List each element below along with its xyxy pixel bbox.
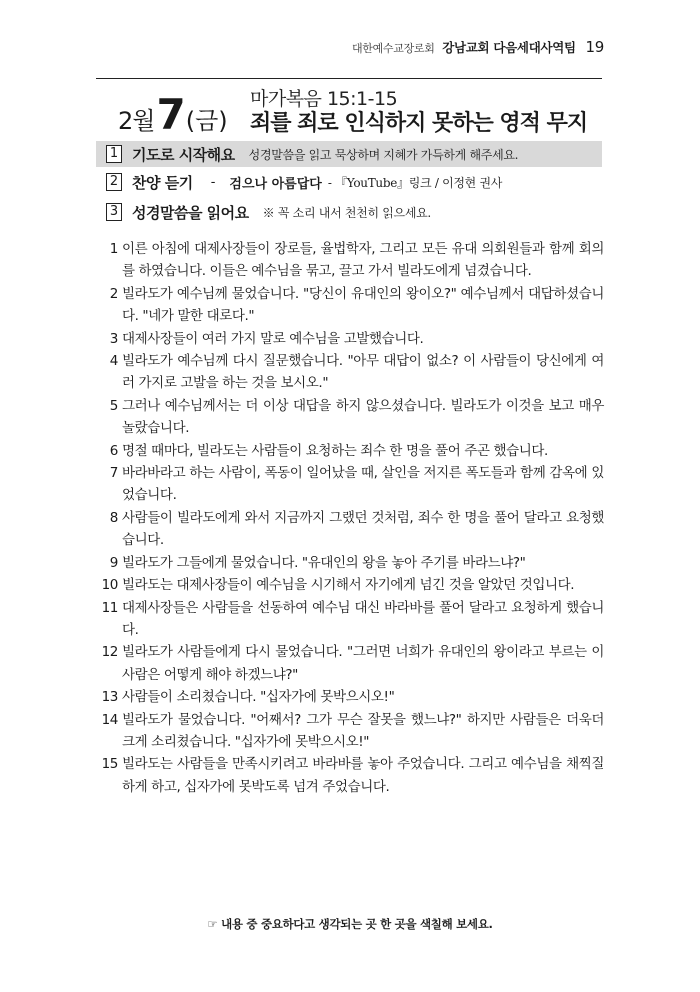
- verse: [96, 507, 604, 552]
- verse-text: 빌라도가 예수님께 물었습니다. "당신이 유대인의 왕이오?" 예수님께서 대답하셨습니다. "네가 말한 대로다.": [122, 285, 604, 325]
- verse-number: 3: [109, 330, 118, 347]
- church-team-name: 강남교회 다음세대사역팀: [442, 40, 576, 55]
- verse: [96, 440, 604, 462]
- verse: [96, 709, 604, 754]
- verse: [96, 597, 604, 642]
- step-dash: -: [210, 174, 216, 190]
- verse-text: 명절 때마다, 빌라도는 사람들이 요청하는 죄수 한 명을 풀어 주곤 했습니다.: [122, 442, 548, 459]
- step-label: 성경말씀을 읽어요: [132, 203, 249, 222]
- verse: [96, 753, 604, 798]
- verse: [96, 238, 604, 283]
- verse-number: 15: [101, 756, 118, 773]
- date-day: 7: [156, 90, 184, 139]
- header-divider: [96, 78, 602, 79]
- verse-text: 빌라도가 그들에게 물었습니다. "유대인의 왕을 놓아 주기를 바라느냐?": [122, 554, 526, 571]
- verse-text: 그러나 예수님께서는 더 이상 대답을 하지 않으셨습니다. 빌라도가 이것을 보고 매우 놀랐습니다.: [122, 397, 604, 437]
- page-header: [352, 38, 604, 56]
- verse-text: 사람들이 소리쳤습니다. "십자가에 못박으시오!": [122, 689, 395, 706]
- verse: [96, 462, 604, 507]
- step-description: ※ 꼭 소리 내서 천천히 읽으세요.: [262, 205, 431, 220]
- verse-number: 7: [109, 465, 118, 482]
- verse-text: 바라바라고 하는 사람이, 폭동이 일어났을 때, 살인을 저지른 폭도들과 함께 감옥에 있었습니다.: [122, 465, 604, 504]
- verse-text: 빌라도는 대제사장들이 예수님을 시기해서 자기에게 넘긴 것을 알았던 것입니다.: [122, 577, 575, 594]
- verse-text: 빌라도가 예수님께 다시 질문했습니다. "아무 대답이 없소? 이 사람들이 당신에게 여러 가지로 고발을 하는 것을 보시오.": [122, 353, 604, 392]
- step-description: 성경말씀을 읽고 묵상하며 지혜가 가득하게 해주세요.: [248, 147, 519, 162]
- verse-text: 이른 아침에 대제사장들이 장로들, 율법학자, 그리고 모든 유대 의회원들과 함께 회의를 하였습니다. 이들은 예수님을 묶고, 끌고 가서 빌라도에게 넘겼습니다.: [122, 241, 604, 280]
- step-number: 1: [106, 145, 122, 163]
- verse-number: 2: [109, 285, 118, 302]
- verse-number: 11: [101, 599, 118, 616]
- verse: [96, 328, 604, 350]
- verse-number: 1: [109, 241, 118, 257]
- step-worship: [96, 169, 602, 195]
- verse-number: 9: [109, 554, 118, 571]
- verse-text: 빌라도가 물었습니다. "어째서? 그가 무슨 잘못을 했느냐?" 하지만 사람들은 더욱더 크게 소리쳤습니다. "십자가에 못박으시오!": [122, 711, 604, 750]
- verse: [96, 574, 604, 596]
- verse: [96, 641, 604, 686]
- verse: [96, 395, 604, 440]
- step-number: 2: [106, 173, 122, 191]
- verse-number: 5: [109, 397, 118, 414]
- step-number: 3: [106, 203, 122, 221]
- verse-number: 6: [109, 442, 118, 459]
- date-weekday: (금): [185, 107, 228, 135]
- step-label: 찬양 듣기: [132, 173, 193, 192]
- verse-number: 13: [101, 689, 118, 706]
- page-title: 죄를 죄로 인식하지 못하는 영적 무지: [250, 111, 588, 136]
- verse-text: 빌라도가 사람들에게 다시 물었습니다. "그러면 너희가 유대인의 왕이라고 부르는 이 사람은 어떻게 해야 하겠느냐?": [122, 644, 604, 683]
- page-number: 19: [585, 38, 604, 56]
- step-label: 기도로 시작해요: [132, 145, 235, 164]
- step-prayer: [96, 141, 602, 167]
- verse-number: 12: [101, 644, 118, 661]
- step-reading: [96, 199, 602, 225]
- verse-number: 4: [109, 353, 118, 370]
- verse-text: 빌라도는 사람들을 만족시키려고 바라바를 놓아 주었습니다. 그리고 예수님을 채찍질하게 하고, 십자가에 못박도록 넘겨 주었습니다.: [122, 756, 604, 795]
- verse-number: 10: [101, 577, 118, 594]
- org-name: 대한예수교장로회: [351, 42, 435, 55]
- verse-number: 8: [109, 509, 118, 526]
- song-title: 검으나 아름답다: [229, 176, 322, 192]
- scripture-passage: [96, 238, 604, 798]
- verse: [96, 283, 604, 328]
- verse-text: 사람들이 빌라도에게 와서 지금까지 그랬던 것처럼, 죄수 한 명을 풀어 달라고 요청했습니다.: [122, 509, 604, 549]
- scripture-reference: 마가복음 15:1-15: [250, 88, 398, 110]
- verse: [96, 552, 604, 574]
- date-month: 2월: [118, 107, 155, 135]
- youtube-link-text[interactable]: - 『YouTube』링크 / 이정현 권사: [327, 175, 503, 190]
- verse-text: 대제사장들은 사람들을 선동하여 예수님 대신 바라바를 풀어 달라고 요청하게 했습니다.: [122, 599, 604, 638]
- verse: [96, 686, 604, 708]
- verse-number: 14: [101, 711, 118, 728]
- verse-text: 대제사장들이 여러 가지 말로 예수님을 고발했습니다.: [122, 330, 424, 347]
- date-label: [118, 90, 228, 139]
- verse: [96, 350, 604, 395]
- footer-instruction: ☞ 내용 중 중요하다고 생각되는 곳 한 곳을 색칠해 보세요.: [207, 917, 493, 931]
